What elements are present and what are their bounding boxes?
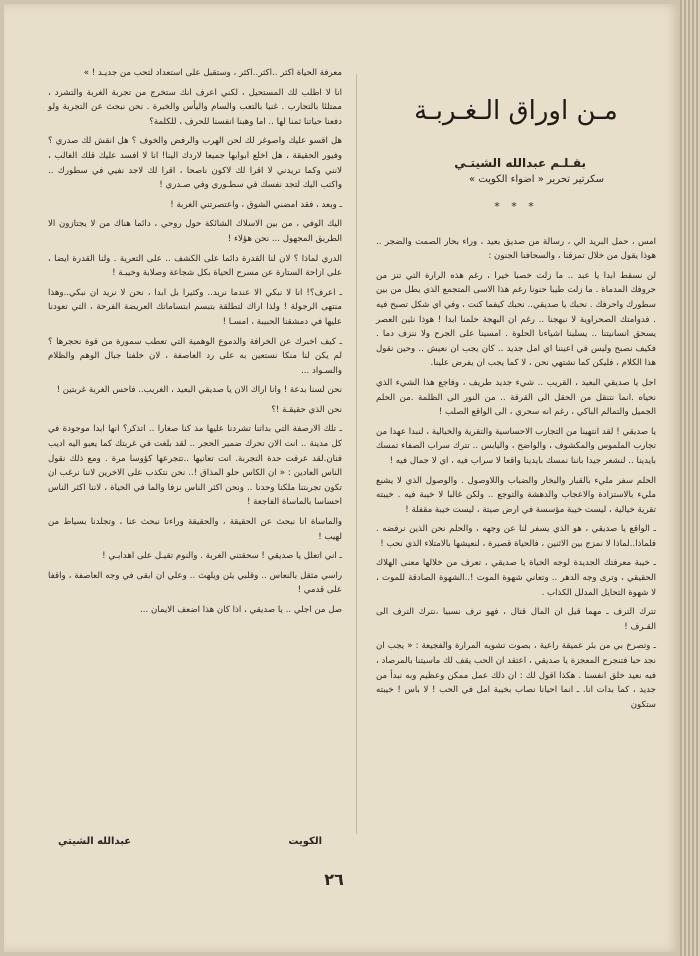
paragraph: الدري لماذا ؟ لان لنا القدرة دائما على الكشف .. على التعرية . ولنا القدرة ايضا ، على ازاحة الستارة عن مسرح الحياة بكل شجاعة وصلابة وخيبـة ! (48, 253, 342, 279)
paragraph: ـ اني اتعلل يا صديقي ! سحقتني الغربة . والنوم تقيـل على اهدابـي ! (102, 551, 342, 562)
paragraph: انا لا اطلب لك المستحيل ، لكني اعرف انك ستخرج من تجربة الغربة والتشرد ، ممتلئا بالتجارب . غنيا بالتعب والسام واليأس والخبرة . نحن نبحث عن التجربة ولو دفعنا حياتنا ثمنا لها .. اما وهبنا انفسنا للحرف ، للكلمة؟ (48, 87, 342, 127)
paragraph: ـ تلك الارصفة التي بداتنا تشردنا عليها مذ كنا صغارا .. اتذكر؟ انها ابدا موجودة في كل مدينة .. انت الان تحرك ضمير الحجر .. لقد بلغت في غربتك كما يعبو اليه اديب فنان.لقد عرفت حدة التجربة. انت تعانيها ..تتجرعها كؤوسا مرة . ومع ذلك نقول الناس العادين : « ان الكاس حلو المذاق !.. نحن نتكذب على الاخرين لاننا نرغب ان تكون تجربتنا ملكنا وحدنا .. ونحن اكثر الناس نزفا والما في الحياة ، لاننا اكثر الناس احساسا بالماساة الفاجعة ! (48, 424, 342, 508)
page-edge (680, 0, 700, 956)
column-divider (356, 74, 357, 834)
paragraph: تترك الترف ـ مهما قيل ان المال قتال ، فهو ترف نسبيا ،نترك الترف الى القـرف ! (376, 607, 656, 632)
paragraph: ـ خيبة معرفتك الجديدة لوجه الحياة يا صديقي ، تعرف من خلالها معنى الهلاك الحقيقي ، وترى وجه الدهر .. وتعاني شهوة الموت !..الشهوة الصادقة للموت ، لا شهوة التحايل المدلل الكذاب . (376, 558, 656, 598)
article-title: مـن اوراق الـغـربـة (414, 96, 618, 126)
paragraph: راسي مثقل بالنعاس .. وقلبي يئن ويلهث .. وعلي ان ابقى في وجه العاصفة ، واقفا على قدمي ! (48, 570, 342, 596)
signature-author: عبدالله الشيتي (58, 836, 132, 847)
paragraph: يا صديقي ! لقد انتهينا من التجارب الاحساسية والتقرية والخيالية ، لنبدا عهدا من تجارب الملموس والمكشوف ، والواضح ، واليابس .. تترك سراب الصفاء تمسك بايدينا .. لنشعر جيدا باننا نمسك بايدينا واقعا لا سراب فيه ، اي لا جمال فيه ! (376, 426, 656, 466)
article-subtitle: سكرتير تحرير « اضواء الكويت » (469, 174, 604, 185)
paragraph: اليك الوفي ، من بين الاسلاك الشائكة حول روحي ، دائما هناك من لا يجتازون الا الطريق المجهول ... نحن هؤلاء ! (48, 219, 342, 244)
paragraph: نحن لسنا بدعة ! وانا اراك الان يا صديقي البعيد ، الغريب.. فاحس الغربة غربتين ! (56, 385, 342, 396)
signature-place: الكويت (288, 836, 322, 847)
paragraph: الحلم سفر مليء بالقبار والبخار والضباب واللاوصول . والوصول الذي لا يشبع مليء بالاستزادة والاعجاب والدهشة والتوجع .. ولكن غالبا لا خيبة فيه . خيبته تقرية خيالية ، ليست خيبة مؤسسة في ارض صيتة ، ليست خيبة مقفلة ! (376, 475, 656, 515)
paragraph: ـ كيف اخبرك عن الخرافة والدموع الوهمية التي تعطب سمورة من قوة نحجرها ؟ لم يكن لنا منكا نستعين به على رد العاصفة ، لان خلفنا جبال الوهم والظلام والسـواد ... (48, 336, 342, 376)
magazine-page (4, 4, 680, 952)
paragraph: ـ وتصرخ بي من بئر عميقة راعية ، بصوت تشويه المرارة والفجيعة : « يجب ان نجد حبا فتنجرح المعجزة يا صديقي ، اعتقد ان الحب يقف لك ماسيتنا بالمرصاد ، فيه نعيد خلق انفسنا . هكذا اقول لك : ان ذلك عمل ممكن وعظيم وبه نبدأ من جديد ، كما بدات انا. ـ انما احيانا نصاب بخيبة امل في الحب ! لا باس ! خيبته ستكون (376, 641, 656, 710)
left-column (48, 66, 342, 623)
paragraph: لن نسقط ابدا يا عبد .. ما زلت خصبا خيرا ، رغم هذه الرارة التي تنز من حروفك المدماة . ما زلت طيبا حنونا رغم هذا الاسى المتجمع الذي يطل من بين سطورك واحرفك . نحبك يا صديقي.. نحبك كيفما كنت ، وفي اي شكل تصبح فيه . فدوامتك الصحراوية لا نبهجنا .. رغم ان البهجة حلمنا ابدا ! هوذا نئين العصر يسحق انسانيتنا .. يسلبنا اشياءنا الحلوة . امسينا على الجرح ولا ننزف دما . فكيف نصبح وليس في اعيننا اي امل جديد .. كان يجب ان نعيش .. وحين نقول هذا الكلام ، فليكن كما نشتهي نحن ، لا كما يجب ان يفرض علينا. (376, 270, 656, 369)
paragraph: معرفة الحياة اكثر ..اكثر..اكثر ، وستقبل على استعداد لتحب من جديـد ! » (83, 68, 342, 78)
paragraph: ـ اعرف؟! انا لا نبكي الا عندما نريد.. وكثيرا بل ابدا ، نحن لا نريد ان نبكي..وهذا منتهى الرجولة ! ولذا اراك لتطلقة بتبسم ابتساماتك العريضة الفرحة ، التي تعودنا عليها في دمشقنا الحبيبة ، امسـا ! (48, 287, 342, 327)
signature-line (48, 836, 342, 850)
right-column (376, 44, 656, 717)
paragraph: هل اقسو عليك واصوغر لك لحن الهرب والرفض والخوف ؟ هل انقش لك صدري ؟ وفيور الحقيقة ، هل اخلع ابوابها جميعا لاردك الينا! انا لا افسد عليك قلك الغالب ، لانني وكما تريدني لا اقرا لك لاكون ناصحا ، اقرا لك لاجد نفيي في سطورك .. واكتب اليك لتجد نفسك في سطـوري وفي صـدري ! (48, 136, 342, 191)
paragraph: ـ الواقع يا صديقي ، هو الذي يسفر لنا عن وجهه ، والحلم نحن الذين نرفضه . فلماذا..لماذا لا نمزج بين الاثنين ، فالحياة قصيرة ، لنعيشها بالامتلاء الذي نحب ! (376, 524, 656, 549)
paragraph: اجل يا صديقي البعيد ، القريب .. شيء جديد طريف ، وفاجع هذا الشيء الذي نحياه .انما نتنقل من الحقل الى القرقة .. من النور الى الظلمة .من الحلم الجميل والتمالم الباكي ، رغم انه سحري ، الى الواقع الصلب ! (376, 377, 656, 418)
paragraph: نحن الذي حقيقـة !؟ (271, 404, 342, 415)
paragraph: امس ، حمل البريد الي ، رسالة من صديق بعيد ، وراء بحار الصمت والضجر .. هوذا يقول من خلال تمزقنا ، والسحافنا الجنون : (376, 236, 656, 262)
paragraph: صل من اجلي .. يا صديقي ، اذا كان هذا اضعف الايمان ... (140, 605, 342, 615)
article-byline: بقـلـم عبدالله الشيتـي (454, 156, 586, 170)
page-number: ٢٦ (324, 870, 344, 889)
paragraph: ـ وبعد ، فقد امضني الشوق ، واعتصرتني الغربة ! (170, 199, 342, 210)
paragraph: والماساة انا نبحث عن الحقيقة ، والحقيقة وراءنا نبحث عنا ، وتجلدنا بسياط من لهيب ! (48, 517, 342, 542)
ornament-stars: * * * (494, 200, 538, 213)
